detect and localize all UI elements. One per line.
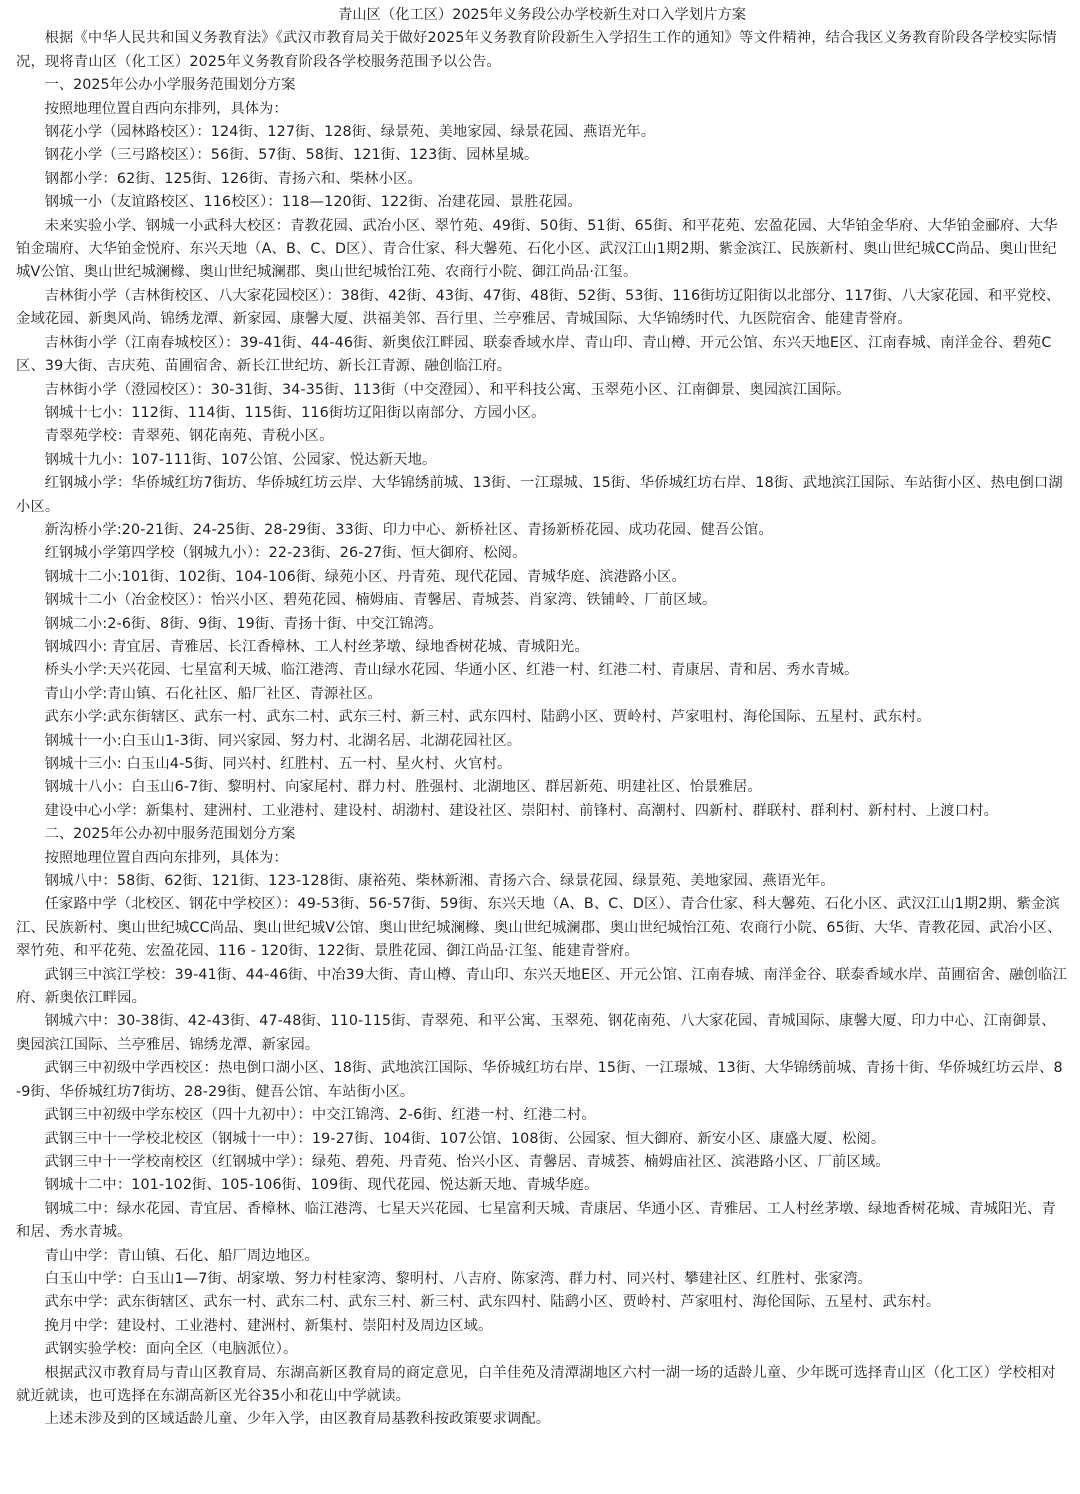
middle-school-entry: 任家路中学（北校区、钢花中学校区）：49-53街、56-57街、59街、东兴天地（A、B、C、D区）、青合仕家、科大馨苑、石化小区、武汉江山1期2期、紫金滨江、民族新村、奥山世纪城CC尚品、奥山世纪城V公馆、奥山世纪城澜橼、奥山世纪城澜郡、奥山世纪城怡江苑、农商行小院、65街、大华、青教花园、武冶小区、翠竹苑、和平花苑、宏盈花园、116 - 120街、122街、景胜花园、御江尚品·江玺、能建青誉府。	[16, 896, 1062, 960]
primary-school-entry: 未来实验小学、钢城一小武科大校区：青教花园、武冶小区、翠竹苑、49街、50街、51街、65街、和平花苑、宏盈花园、大华铂金华府、大华铂金郦府、大华铂金瑞府、大华铂金悦府、东兴天地（A、B、C、D区）、青合仕家、科大馨苑、石化小区、武汉江山1期2期、紫金滨江、民族新村、奥山世纪城CC尚品、奥山世纪城V公馆、奥山世纪城澜橼、奥山世纪城澜郡、奥山世纪城怡江苑、农商行小院、御江尚品·江玺。	[16, 217, 1058, 281]
closing-notes	[16, 1362, 1068, 1432]
primary-school-entry: 吉林街小学（江南春城校区）：39-41街、44-46街、新奥依江畔园、联泰香域水岸、青山印、青山樽、开元公馆、东兴天地E区、江南春城、南洋金谷、碧苑C区、39大街、吉庆苑、苗圃宿舍、新长江世纪坊、新长江青源、融创临江府。	[16, 334, 1052, 375]
middle-school-entry: 钢城二中：绿水花园、青宜居、香樟林、临江港湾、七星天兴花园、七星富利天城、青康居、华通小区、青雅居、工人村丝茅墩、绿地香树花城、青城阳光、青和居、秀水青城。	[16, 1200, 1056, 1241]
middle-school-entry: 武钢三中十一学校北校区（钢城十一中）：19-27街、104街、107公馆、108街、公园家、恒大御府、新安小区、康盛大厦、松阅。	[44, 1130, 886, 1147]
primary-school-entry: 钢城十九小：107-111街、107公馆、公园家、悦达新天地。	[44, 451, 437, 468]
primary-school-entry: 新沟桥小学:20-21街、24-25街、28-29街、33街、印力中心、新桥社区、青扬新桥花园、成功花园、健吾公馆。	[44, 521, 773, 538]
middle-school-entry: 武钢实验学校：面向全区（电脑派位）。	[44, 1341, 298, 1358]
middle-school-entry: 武钢三中初级中学西校区：热电倒口湖小区、18街、武地滨江国际、华侨城红坊右岸、15街、一江璟城、13街、大华锦绣前城、青扬十街、华侨城红坊云岸、8-9街、华侨城红坊7街坊、28-29街、健吾公馆、车站街小区。	[16, 1060, 1063, 1100]
primary-school-entry: 红钢城小学：华侨城红坊7街坊、华侨城红坊云岸、大华锦绣前城、13街、一江璟城、15街、华侨城红坊右岸、18街、武地滨江国际、车站街小区、热电倒口湖小区。	[16, 475, 1063, 515]
primary-school-entry: 吉林街小学（吉林街校区、八大家花园校区）：38街、42街、43街、47街、48街、52街、53街、116街坊辽阳街以北部分、117街、八大家花园、和平党校、金域花园、新奥风尚、锦绣龙潭、新家园、康馨大厦、洪福美邻、吾行里、兰亭雅居、青城国际、大华锦绣时代、九医院宿舍、能建青誉府。	[16, 287, 1061, 328]
middle-school-entry: 武钢三中滨江学校：39-41街、44-46街、中冶39大街、青山樽、青山印、东兴天地E区、开元公馆、江南春城、南洋金谷、联泰香域水岸、苗圃宿舍、融创临江府、新奥依江畔园。	[16, 966, 1068, 1007]
primary-school-entry: 钢城十七小：112街、114街、115街、116街坊辽阳街以南部分、方园小区。	[44, 404, 546, 421]
document-title: 青山区（化工区）2025年义务段公办学校新生对口入学划片方案	[337, 7, 747, 23]
closing-paragraph: 上述未涉及到的区域适龄儿童、少年入学，由区教育局基教科按政策要求调配。	[44, 1411, 551, 1428]
primary-school-entry: 青翠苑学校：青翠苑、钢花南苑、青税小区。	[44, 428, 334, 445]
closing-paragraph: 根据武汉市教育局与青山区教育局、东湖高新区教育局的商定意见，白羊佳苑及清潭湖地区六村一湖一场的适龄儿童、少年既可选择青山区（化工区）学校相对就近就读，也可选择在东湖高新区光谷35小和花山中学就读。	[16, 1364, 1056, 1404]
primary-school-entry: 吉林街小学（澄园校区）：30-31街、34-35街、113街（中交澄园）、和平科技公寓、玉翠苑小区、江南御景、奥园滨江国际。	[44, 381, 851, 398]
primary-school-entry: 红钢城小学第四学校（钢城九小）：22-23街、26-27街、恒大御府、松阅。	[44, 545, 527, 562]
middle-school-entry: 挽月中学：建设村、工业港村、建洲村、新集村、崇阳村及周边区域。	[44, 1317, 493, 1334]
primary-school-entry: 钢城二小:2-6街、8街、9街、19街、青扬十街、中交江锦湾。	[44, 615, 443, 632]
primary-school-entry: 钢城四小: 青宜居、青雅居、长江香樟林、工人村丝茅墩、绿地香树花城、青城阳光。	[44, 638, 589, 655]
primary-school-entry: 钢都小学：62街、125街、126街、青扬六和、柴林小区。	[44, 170, 422, 187]
primary-school-entry: 建设中心小学：新集村、建洲村、工业港村、建设村、胡渤村、建设社区、崇阳村、前锋村、高潮村、四新村、群联村、群利村、新村村、上渡口村。	[44, 802, 999, 819]
primary-school-entry: 钢城十一小:白玉山1-3街、同兴家园、努力村、北湖名居、北湖花园社区。	[44, 732, 522, 749]
middle-school-entry: 武钢三中初级中学东校区（四十九初中）：中交江锦湾、2-6街、红港一村、红港二村。	[44, 1107, 596, 1124]
middle-school-list	[16, 870, 1068, 1362]
middle-school-entry: 钢城八中：58街、62街、121街、123-128街、康裕苑、柴林新湘、青扬六合、绿景花园、绿景苑、美地家园、燕语光年。	[44, 873, 835, 890]
middle-school-entry: 钢城六中：30-38街、42-43街、47-48街、110-115街、青翠苑、和平公寓、玉翠苑、钢花南苑、八大家花园、青城国际、康馨大厦、印力中心、江南御景、奥园滨江国际、兰亭雅居、锦绣龙潭、新家园。	[16, 1013, 1056, 1053]
primary-school-entry: 钢花小学（园林路校区）：124街、127街、128街、绿景苑、美地家园、绿景花园、燕语光年。	[44, 124, 656, 141]
primary-school-entry: 钢城一小（友谊路校区、116校区）：118—120街、122街、冶建花园、景胜花园。	[44, 194, 582, 211]
section2-subheading: 按照地理位置自西向东排列，具体为：	[44, 849, 288, 866]
primary-school-entry: 青山小学:青山镇、石化社区、船厂社区、青源社区。	[44, 685, 382, 702]
primary-school-entry: 钢城十二小（冶金校区）：怡兴小区、碧苑花园、楠姆庙、青馨居、青城荟、肖家湾、铁铺岭、厂前区域。	[44, 592, 717, 609]
primary-school-entry: 钢城十二小:101街、102街、104-106街、绿苑小区、丹青苑、现代花园、青城华庭、滨港路小区。	[44, 568, 686, 585]
middle-school-entry: 白玉山中学：白玉山1—7街、胡家墩、努力村桂家湾、黎明村、八吉府、陈家湾、群力村、同兴村、攀建社区、红胜村、张家湾。	[44, 1270, 873, 1287]
middle-school-entry: 武东中学：武东街辖区、武东一村、武东二村、武东三村、新三村、武东四村、陆鹞小区、贾岭村、芦家咀村、海伦国际、五星村、武东村。	[44, 1294, 941, 1311]
primary-school-entry: 钢花小学（三弓路校区）：56街、57街、58街、121街、123街、园林星城。	[44, 147, 539, 164]
primary-school-entry: 桥头小学:天兴花园、七星富利天城、临江港湾、青山绿水花园、华通小区、红港一村、红港二村、青康居、青和居、秀水青城。	[44, 662, 859, 679]
section1-heading: 一、2025年公办小学服务范围划分方案	[44, 77, 296, 94]
middle-school-entry: 钢城十二中：101-102街、105-106街、109街、现代花园、悦达新天地、青城华庭。	[44, 1177, 599, 1194]
primary-school-list	[16, 121, 1068, 823]
intro-paragraph: 根据《中华人民共和国义务教育法》《武汉市教育局关于做好2025年义务教育阶段新生入学招生工作的通知》等文件精神，结合我区义务教育阶段各学校实际情况，现将青山区（化工区）2025年义务教育阶段各学校服务范围予以公告。	[16, 30, 1057, 70]
middle-school-entry: 武钢三中十一学校南校区（红钢城中学）：绿苑、碧苑、丹青苑、怡兴小区、青馨居、青城荟、楠姆庙社区、滨港路小区、厂前区域。	[44, 1153, 890, 1170]
middle-school-entry: 青山中学：青山镇、石化、船厂周边地区。	[44, 1247, 320, 1264]
section2-heading: 二、2025年公办初中服务范围划分方案	[44, 826, 296, 843]
primary-school-entry: 武东小学:武东街辖区、武东一村、武东二村、武东三村、新三村、武东四村、陆鹞小区、贾岭村、芦家咀村、海伦国际、五星村、武东村。	[44, 709, 931, 726]
primary-school-entry: 钢城十八小：白玉山6-7街、黎明村、向家尾村、群力村、胜强村、北湖地区、群居新苑、明建社区、怡景雅居。	[44, 779, 762, 796]
section1-subheading: 按照地理位置自西向东排列，具体为：	[44, 100, 288, 117]
primary-school-entry: 钢城十三小: 白玉山4-5街、同兴村、红胜村、五一村、星火村、火官村。	[44, 756, 512, 772]
